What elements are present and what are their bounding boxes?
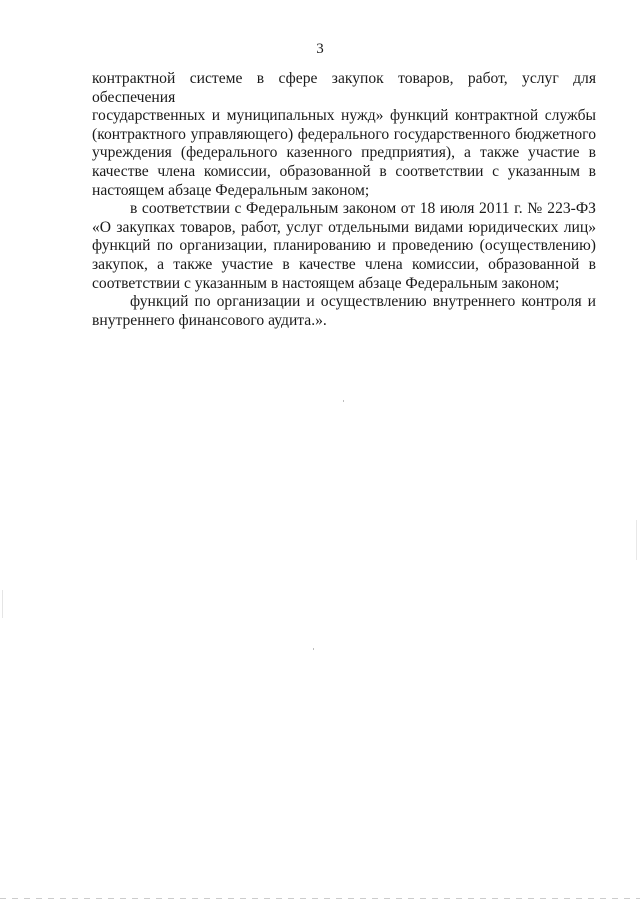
text-line: функций по организации и осуществлению внутреннего контроля и: [130, 293, 596, 311]
text-line: настоящем абзаце Федеральным законом;: [92, 181, 370, 199]
page-number: 3: [316, 41, 324, 57]
text-line: «О закупках товаров, работ, услуг отдельными видами юридических лиц»: [92, 218, 596, 236]
scan-speck: [343, 400, 344, 402]
paragraph-internal-audit: [92, 293, 596, 330]
text-line: качестве члена комиссии, образованной в соответствии с указанным в: [92, 162, 596, 180]
scan-speck: [636, 520, 637, 560]
scan-speck: [2, 590, 3, 618]
document-body: [92, 70, 596, 330]
text-line: внутреннего финансового аудита.».: [92, 311, 327, 329]
text-line: закупок, а также участие в качестве члена комиссии, образованной в: [92, 255, 596, 273]
paragraph-contract-system: [92, 70, 596, 200]
text-line: государственных и муниципальных нужд» функций контрактной службы: [92, 107, 596, 125]
scan-edge-line: [0, 898, 640, 899]
text-line: контрактной системе в сфере закупок товаров, работ, услуг для обеспечения: [92, 70, 596, 106]
text-line: в соответствии с Федеральным законом от 18 июля 2011 г. № 223-ФЗ: [130, 200, 596, 218]
paragraph-223-fz: [92, 200, 596, 293]
text-line: соответствии с указанным в настоящем абзаце Федеральным законом;: [92, 274, 560, 292]
scan-speck: [313, 648, 314, 650]
text-line: функций по организации, планированию и проведению (осуществлению): [92, 237, 596, 255]
text-line: учреждения (федерального казенного предприятия), а также участие в: [92, 144, 596, 162]
text-line: (контрактного управляющего) федерального государственного бюджетного: [92, 125, 596, 143]
